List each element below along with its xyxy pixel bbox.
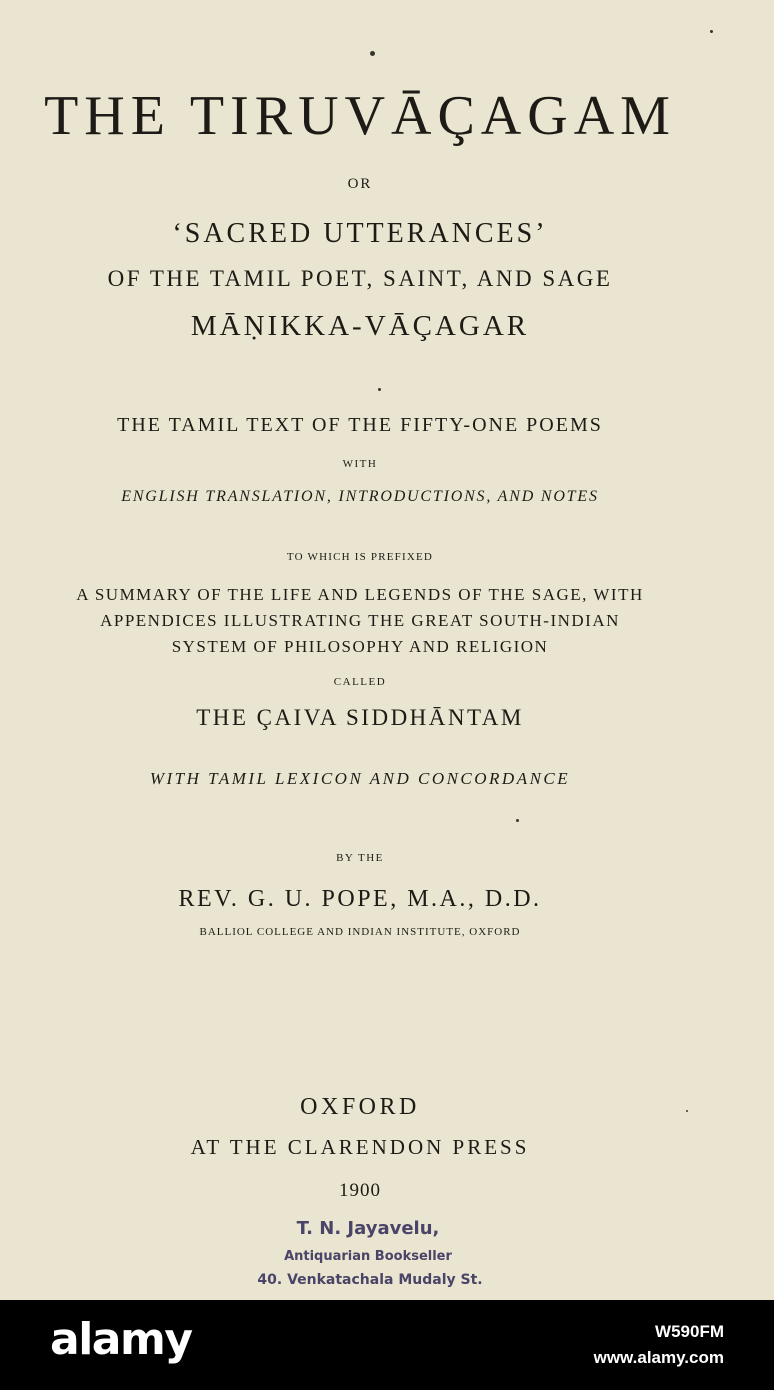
caiva-siddhantam-heading: THE ÇAIVA SIDDHĀNTAM xyxy=(196,705,524,730)
called-text: CALLED xyxy=(333,676,387,688)
speck-mark xyxy=(710,30,713,33)
speck-mark xyxy=(378,388,381,391)
by-the-text: BY THE xyxy=(336,852,384,864)
publication-place: OXFORD xyxy=(300,1094,420,1120)
image-id-text: W590FM xyxy=(655,1322,724,1341)
english-translation-line: ENGLISH TRANSLATION, INTRODUCTIONS, AND NOTES xyxy=(121,488,599,505)
bookseller-stamp-address: 40. Venkatachala Mudaly St. xyxy=(257,1272,483,1288)
subtitle-sacred-utterances: ‘SACRED UTTERANCES’ xyxy=(172,218,548,249)
site-url-text: www.alamy.com xyxy=(593,1348,724,1367)
book-title: THE TIRUVĀÇAGAM xyxy=(44,85,676,147)
bookseller-stamp-role: Antiquarian Bookseller xyxy=(284,1249,452,1264)
publisher: AT THE CLARENDON PRESS xyxy=(190,1135,530,1159)
tamil-text-line: THE TAMIL TEXT OF THE FIFTY-ONE POEMS xyxy=(117,414,603,436)
summary-line-2: APPENDICES ILLUSTRATING THE GREAT SOUTH-INDIAN xyxy=(100,611,620,630)
watermark-footer xyxy=(0,1300,774,1390)
author-name: REV. G. U. POPE, M.A., D.D. xyxy=(178,886,542,912)
with-text: WITH xyxy=(342,458,378,470)
subtitle-tamil-poet: OF THE TAMIL POET, SAINT, AND SAGE xyxy=(107,266,613,291)
prefixed-text: TO WHICH IS PREFIXED xyxy=(286,551,434,563)
alamy-logo: alamy xyxy=(50,1314,192,1365)
lexicon-line: WITH TAMIL LEXICON AND CONCORDANCE xyxy=(149,769,571,788)
or-text: OR xyxy=(347,176,373,192)
subtitle-poet-name: MĀṆIKKA-VĀÇAGAR xyxy=(190,310,530,342)
bookseller-stamp-name: T. N. Jayavelu, xyxy=(296,1218,440,1239)
speck-mark xyxy=(686,1110,688,1112)
speck-mark xyxy=(516,819,519,822)
summary-line-3: SYSTEM OF PHILOSOPHY AND RELIGION xyxy=(171,637,549,656)
author-affiliation: BALLIOL COLLEGE AND INDIAN INSTITUTE, OXFORD xyxy=(199,926,521,938)
publication-year: 1900 xyxy=(339,1180,381,1201)
summary-line-1: A SUMMARY OF THE LIFE AND LEGENDS OF THE SAGE, WITH xyxy=(76,585,644,604)
speck-mark xyxy=(370,51,375,56)
